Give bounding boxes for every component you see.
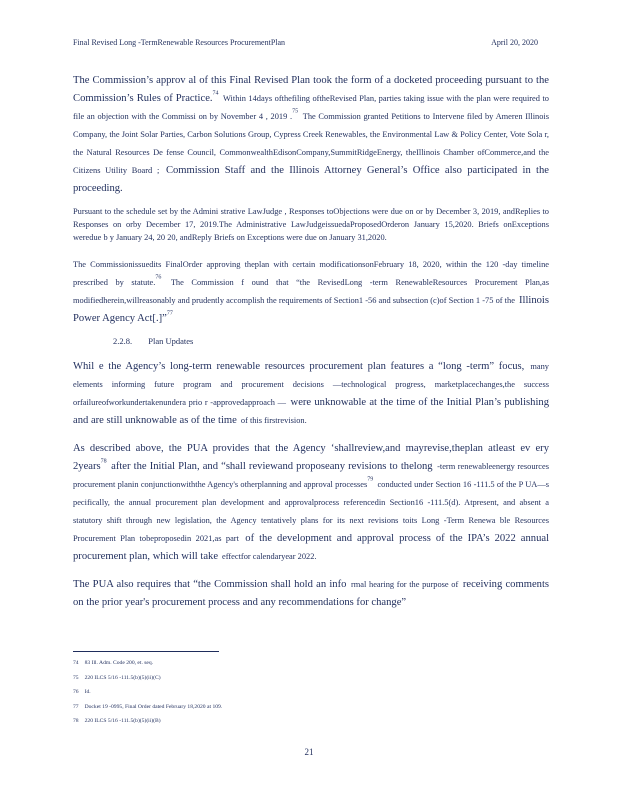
footnotes bbox=[73, 656, 222, 729]
footnote-ref: 77 bbox=[166, 311, 173, 318]
p1-objections: Within 14days ofthefiling oftheRevised Plan, parties taking issue with the plan were required to file an objection with the Commissi on by November 4 , 2019 . bbox=[73, 94, 549, 121]
footnote-text: Docket 19 -0995, Final Order dated February 18,2020 at 109. bbox=[84, 703, 223, 710]
footnote-ref: 78 bbox=[100, 459, 107, 466]
footnote-text: Id. bbox=[84, 689, 91, 696]
p5-c: -term renewableenergy resources procurement planin conjunctionwiththe Agency's otherplanning and approval processes bbox=[73, 462, 549, 490]
p5-d: conducted under Section 16 -111.5 of the P UA—s pecifically, the annual procurement plan development and approvalprocess referencedin Section16 -111.5(d). Atpresent, and absent a statutory shift through new legislation, the Agency tentatively plans for its next revisions toits Long -Term Renewa ble Resources Procurement Plan tobeproposedin 2021,as part bbox=[73, 480, 549, 544]
p3-finding: The Commission f ound that “the RevisedLong -term RenewableResources Procurement Plan,as modifiedherein,willreasonably and prudently accomplish the requirements of Section1 -56 and subsection (c)of Section 1 -75 of the bbox=[73, 278, 550, 306]
header-title: Final Revised Long -TermRenewable Resources ProcurementPlan bbox=[73, 38, 286, 47]
footnote bbox=[73, 685, 222, 700]
footnote-ref: 76 bbox=[155, 275, 162, 282]
paragraph-hearing bbox=[73, 574, 549, 610]
footnote-text: 83 Ill. Adm. Code 200, et. seq. bbox=[84, 660, 154, 666]
p4-c: were unknowable at the time of the Initial Plan’s publishing and are still unknowable as of the time bbox=[73, 397, 549, 427]
p3-act: Illinois Power Agency Act[.]” bbox=[73, 295, 549, 325]
p6-c: receiving comments on the prior year's procurement process and any recommendations for change” bbox=[73, 579, 550, 609]
section-title: Plan Updates bbox=[148, 336, 194, 347]
footnote bbox=[73, 656, 222, 671]
footnote-divider bbox=[73, 651, 219, 652]
footnote-text: 220 ILCS 5/16 -111.5(b)(5)(ii)(C) bbox=[84, 674, 161, 681]
p5-a: As described above, the PUA provides that the Agency ‘shallreview,and mayrevise,theplan atleast ev ery 2years bbox=[73, 443, 549, 473]
footnote-ref: 74 bbox=[212, 90, 219, 97]
paragraph-schedule: Pursuant to the schedule set by the Admini strative LawJudge , Responses toObjections were due on or by December 3, 2019, andReplies to Responses on orby December 17, 2019.The Administrative LawJudgeissuedaProposedOrderon January 15,2020. Briefs onExceptions weredue b y January 24, 20 20, andReply Briefs on Exceptions were due on January 31,2020. bbox=[73, 207, 549, 242]
paragraph-approval bbox=[73, 70, 549, 196]
p6-a: The PUA also requires that “the Commission shall hold an info bbox=[73, 579, 347, 591]
p5-b: after the Initial Plan, and “shall reviewand proposeany revisions to thelong bbox=[111, 461, 433, 473]
footnote-ref: 75 bbox=[292, 108, 299, 115]
p5-f: effectfor calendaryear 2022. bbox=[222, 552, 317, 562]
p1-lead: The Commission’s approv al of this Final Revised Plan took the form of a docketed proceeding pursuant to the Commission’s Rules of Practice. bbox=[73, 75, 549, 104]
footnote bbox=[73, 671, 222, 686]
page-number: 21 bbox=[304, 747, 314, 757]
footnote-number: 75 bbox=[73, 674, 79, 681]
p5-e: of the development and approval process of the IPA’s 2022 annual procurement plan, which will take bbox=[73, 533, 550, 563]
footnote bbox=[73, 714, 222, 729]
paragraph-updates bbox=[73, 356, 549, 428]
section-heading bbox=[113, 336, 549, 346]
p4-d: of this firstrevision. bbox=[240, 416, 307, 426]
p4-b: many elements informing future program and procurement decisions —technological progress, marketplacechanges,the success orfailureofworkundertakenundera prio r -approvedapproach — bbox=[73, 362, 549, 408]
footnote bbox=[73, 700, 222, 715]
footnote-number: 78 bbox=[73, 718, 79, 725]
p1-staff: Commission Staff and the Illinois Attorney General’s Office also participated in the proceeding. bbox=[73, 165, 549, 194]
section-number: 2.2.8. bbox=[113, 336, 133, 347]
p1-intervenors: The Commission granted Petitions to Intervene filed by Ameren Illinois Company, the Joint Solar Parties, Carbon Solutions Group, Cypress Creek Renewables, the Environmental Law & Policy Center, Vote Sola r, the Natural Resources De fense Council, CommonwealthEdisonCompany,SummitRidgeEnergy, theIllinois Chamber ofCommerce,and the Citizens Utility Board ; bbox=[73, 112, 549, 175]
p4-a: Whil e the Agency’s long-term renewable resources procurement plan features a “long -term” focus, bbox=[73, 361, 525, 373]
footnote-ref: 79 bbox=[367, 477, 374, 484]
document-body bbox=[73, 70, 549, 620]
p6-b: rmal hearing for the purpose of bbox=[351, 580, 459, 590]
header-date: April 20, 2020 bbox=[491, 38, 538, 47]
page-header bbox=[73, 38, 538, 47]
paragraph-review bbox=[73, 438, 549, 564]
footnote-number: 76 bbox=[73, 689, 79, 696]
paragraph-final-order bbox=[73, 254, 549, 326]
footnote-number: 74 bbox=[73, 660, 79, 666]
footnote-text: 220 ILCS 5/16 -111.5(b)(5)(ii)(B) bbox=[84, 718, 161, 725]
p3-order: The Commissionissuedits FinalOrder approving theplan with certain modificationsonFebruary 18, 2020, within the 120 -day timeline prescribed by statute. bbox=[73, 260, 549, 288]
footnote-number: 77 bbox=[73, 703, 79, 710]
